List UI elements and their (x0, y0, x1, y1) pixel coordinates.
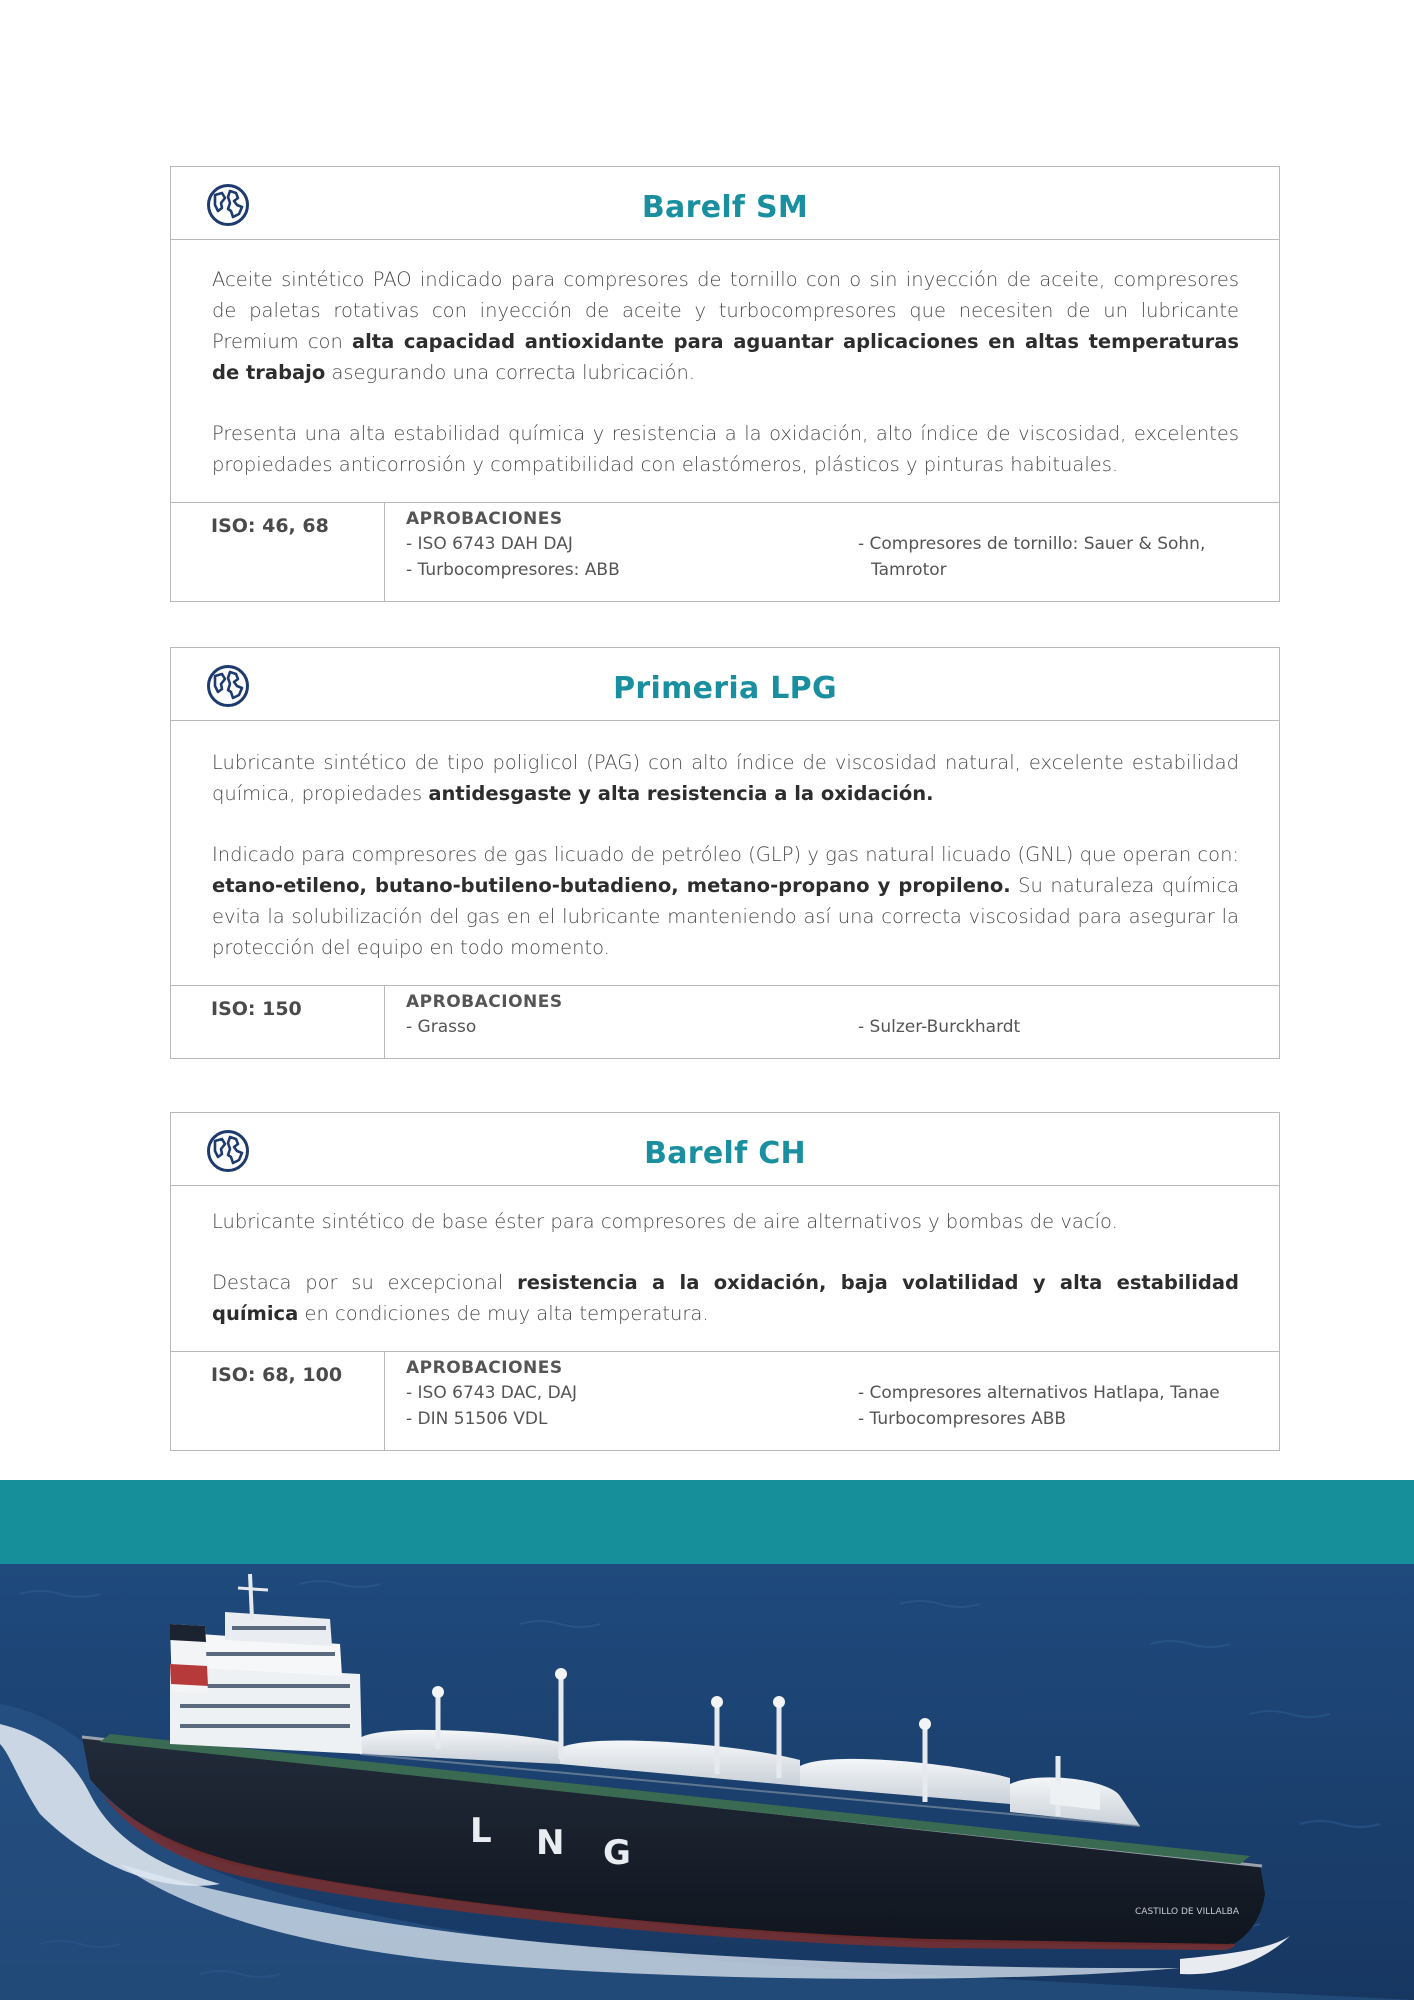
description-paragraph-1: Aceite sintético PAO indicado para compresores de tornillo con o sin inyección de aceite, compresores de paletas rotativas con inyección de aceite y turbocompresores que necesiten de un lubricante Premium con alta capacidad antioxidante para aguantar aplicaciones en altas temperaturas de trabajo asegurando una correcta lubricación. (212, 268, 1239, 384)
approvals-right-column (858, 1380, 1259, 1432)
approvals-title: APROBACIONES (406, 992, 563, 1012)
approvals-left-column (406, 531, 858, 583)
approval-item: - Turbocompresores: ABB (406, 560, 620, 580)
card-header (171, 648, 1279, 721)
hull-letter: G (603, 1833, 631, 1873)
iso-grade: ISO: 46, 68 (171, 503, 385, 601)
description-paragraph-1: Lubricante sintético de base éster para compresores de aire alternativos y bombas de vacío. (212, 1210, 1118, 1233)
product-description (171, 1186, 1279, 1351)
approval-item: - Compresores alternativos Hatlapa, Tanae (858, 1383, 1220, 1403)
description-paragraph-2: Indicado para compresores de gas licuado de petróleo (GLP) y gas natural licuado (GNL) que operan con: etano-etileno, butano-butileno-butadieno, metano-propano y propileno. Su naturaleza química evita la solubilización del gas en el lubricante manteniendo así una correcta viscosidad para asegurar la protección del equipo en todo momento. (212, 843, 1240, 959)
approval-item: - Grasso (406, 1017, 477, 1037)
teal-band (0, 1480, 1414, 1564)
iso-grade: ISO: 150 (171, 986, 385, 1058)
approvals (385, 986, 1279, 1058)
approvals-title: APROBACIONES (406, 1358, 563, 1378)
description-paragraph-2: Destaca por su excepcional resistencia a la oxidación, baja volatilidad y alta estabilidad química en condiciones de muy alta temperatura. (212, 1271, 1239, 1325)
product-title: Barelf CH (644, 1136, 806, 1171)
approval-item: - ISO 6743 DAH DAJ (406, 534, 573, 554)
approval-item: - Compresores de tornillo: Sauer & Sohn, (858, 534, 1206, 554)
approvals-left-column (406, 1014, 858, 1040)
product-description (171, 721, 1279, 985)
approval-item: - Turbocompresores ABB (858, 1409, 1067, 1429)
description-paragraph-1: Lubricante sintético de tipo poliglicol (PAG) con alto índice de viscosidad natural, excelente estabilidad química, propiedades antidesgaste y alta resistencia a la oxidación. (212, 751, 1239, 805)
hull-letter: L (470, 1811, 492, 1851)
approvals-left-column (406, 1380, 858, 1432)
description-paragraph-2: Presenta una alta estabilidad química y resistencia a la oxidación, alto índice de viscosidad, excelentes propiedades anticorrosión y compatibilidad con elastómeros, plásticos y pinturas habituales. (212, 422, 1239, 476)
product-card-barelf-sm (170, 166, 1280, 602)
card-header (171, 1113, 1279, 1186)
card-header (171, 167, 1279, 240)
ship-name: CASTILLO DE VILLALBA (1135, 1907, 1239, 1917)
approval-item: Tamrotor (871, 560, 947, 580)
iso-grade: ISO: 68, 100 (171, 1352, 385, 1450)
product-card-barelf-ch (170, 1112, 1280, 1451)
approvals-right-column (858, 1014, 1259, 1040)
hull-letter: N (536, 1823, 565, 1863)
product-description (171, 240, 1279, 502)
approvals-title: APROBACIONES (406, 509, 563, 529)
product-title: Primeria LPG (613, 671, 837, 706)
approvals (385, 1352, 1279, 1450)
approval-item: - DIN 51506 VDL (406, 1409, 548, 1429)
card-footer (171, 1351, 1279, 1450)
approval-item: - ISO 6743 DAC, DAJ (406, 1383, 578, 1403)
card-footer (171, 502, 1279, 601)
product-card-primeria-lpg (170, 647, 1280, 1059)
product-title: Barelf SM (641, 190, 809, 225)
approval-item: - Sulzer-Burckhardt (858, 1017, 1021, 1037)
card-footer (171, 985, 1279, 1058)
approvals-right-column (858, 531, 1259, 583)
lng-tanker-illustration (0, 1564, 1414, 2000)
approvals (385, 503, 1279, 601)
lng-tanker-photo (0, 1564, 1414, 2000)
